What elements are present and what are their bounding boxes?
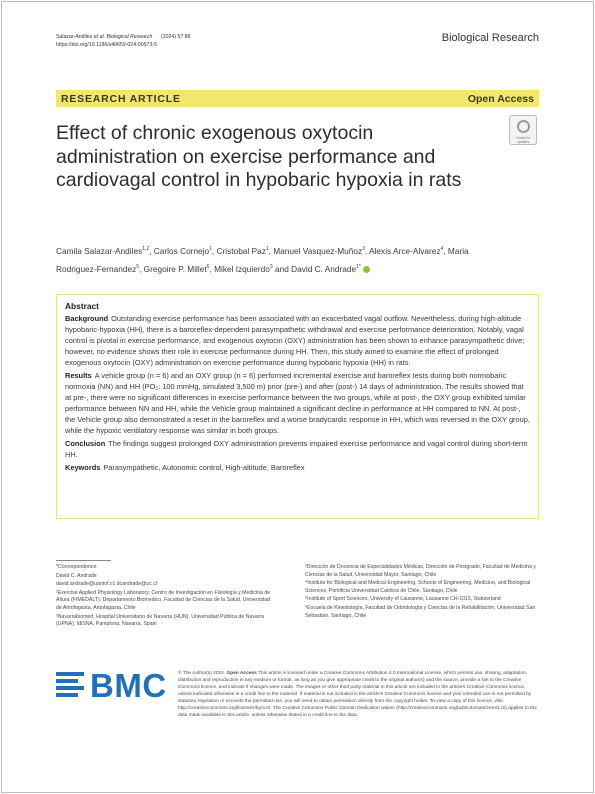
footnote-rule — [56, 560, 111, 561]
abstract-background: Background Outstanding exercise performance has been associated with an exacerbated vagal outflow. Nevertheless, during high-altitude hypobaric-hypoxia (HH), there is a baroreflex-dependent parasympathetic withdrawal and exercise performance deterioration. Notably, vagal control is pivotal in exercise performance, and exogenous oxytocin (OXY) administration has been shown to enhance parasympathetic drive; however, no evidence shows their role in exercise performance during HH. Then, this study aimed to examine the effect of prolonged exogenous oxytocin (OXY) administration on exercise performance during hypobaric hypoxia (HH) in rats. — [65, 314, 525, 367]
article-type-band — [56, 90, 539, 107]
doi-link[interactable]: https://doi.org/10.1186/s40659-024-00573-5 — [56, 41, 157, 48]
affiliation-item: ³Dirección de Docencia de Especialidades Médicas, Dirección de Postgrado, Facultad de Medicina y Ciencias de la Salud, Universidad Mayor, Santiago, Chile — [305, 564, 536, 578]
affiliation-item: ⁶Escuela de Kinesiología, Facultad de Odontología y Ciencias de la Rehabilitación, Universidad San Sebastián, Santiago, Chile — [305, 604, 536, 619]
affiliations-right — [305, 564, 539, 621]
affiliations-left — [56, 564, 274, 630]
affiliation-item: ⁵Institute of Sport Sciences, University of Lausanne, Lausanne CH-1015, Switzerland — [305, 596, 501, 603]
abstract-keywords: Keywords Parasympathetic, Autonomic control, High-altitude, Baroreflex — [65, 463, 305, 472]
affiliation-item: ²Navarrabiomed, Hospital Universitario de Navarra (HUN), Universidad Pública de Navarra (UPNA), IdiSNA, Pamplona, Navarra, Spain — [56, 613, 265, 628]
abstract-conclusion: Conclusion The findings suggest prolonged OXY administration prevents impaired exercise performance and vagal control during short-term HH. — [65, 439, 528, 459]
orcid-icon[interactable] — [363, 266, 370, 273]
article-type-label: RESEARCH ARTICLE — [61, 93, 181, 105]
journal-name: Biological Research — [441, 32, 539, 44]
author-list: Camila Salazar-Andiles$^{1,2}$, Carlos Cornejo$^1$, Cristobal Paz$^1$, Manuel Vasquez-Muñoz$^3$, Alexis Arce-Alvarez$^4$, Maria Rodriguez-Fernandez$^5$, Gregoire P. Millet$^6$, Mikel Izquierdo$^3$ and David C. Andrade$^{1*}$ — [56, 245, 469, 274]
affiliation-item: ¹Exercise Applied Physiology Laboratory, Centro de Investigación en Fisiología y Medicina de Altura (FIMEDALT), Departamento Biomedico, Facultad de Ciencias de la Salud, Universidad de Antofagasta, Antofagasta, Chile — [56, 589, 271, 611]
abstract-box — [56, 294, 539, 519]
correspondence-email[interactable]: david.andrade@uantof.cl; dcandrade@uc.cl — [56, 581, 158, 588]
bmc-logo — [56, 666, 166, 706]
citation-header — [56, 34, 190, 49]
check-for-updates-badge[interactable] — [509, 115, 537, 145]
bmc-logo-text: BMC — [90, 667, 167, 704]
affiliation-item: *Correspondence: — [56, 564, 98, 570]
abstract-heading: Abstract — [65, 301, 99, 311]
check-updates-label: Check for updates — [515, 136, 531, 144]
article-title: Effect of chronic exogenous oxytocin administration on exercise performance and cardiovagal control in hypobaric hypoxia in rats — [56, 122, 462, 191]
open-access-label: Open Access — [467, 93, 534, 105]
citation-line: Salazar-Andiles et al. Biological Research (2024) 57:88 — [56, 34, 191, 40]
license-text: © The Author(s) 2024. Open Access This article is licensed under a Creative Commons Attribution 4.0 International License, which permits use, sharing, adaptation, distribution and reproduction in any medium or format, as long as you give appropriate credit to the original author(s) and the source, provide a link to the Creative Commons licence, and indicate if changes were made. The images or other third party material in this article are included in the article's Creative Commons licence, unless indicated otherwise in a credit line to the material. If material is not included in the article's Creative Commons licence and your intended use is not permitted by statutory regulation or exceeds the permitted use, you will need to obtain permission directly from the copyright holder. To view a copy of this licence, visit http://creativecommons.org/licenses/by/4.0/. The Creative Commons Public Domain Dedication waiver (http://creativecommons.org/publicdomain/zero/1.0/) applies to the data made available in this article, unless otherwise stated in a credit line to the data. — [178, 671, 537, 718]
refresh-icon — [517, 120, 530, 133]
abstract-results: Results A vehicle group (n = 6) and an OXY group (n = 6) performed incremental exercise and baroreflex tests during both normobaric normoxia (NN) and HH (PO₂: 100 mmHg, simulated 3,500 m) prior (pre-) and after (post-) 14 days of administration. The results showed that at pre-, there were no significant differences in exercise performance between the two groups, while at post-, the OXY group exhibited similar performance between NN and HH, while the Vehicle group maintained a significant decline in performance at HH compared to NN. At post-, the Vehicle group also demonstrated a reset in the baroreflex and a worse bradycardic response in HH, which was reversed in the OXY group, while the hypoxic ventilatory response was similar in both groups. — [65, 371, 530, 435]
affiliation-item: David C. Andrade — [56, 572, 97, 579]
affiliation-item: ⁴Institute for Biological and Medical Engineering, Schools of Engineering, Medicine, and Biological Sciences, Pontificia Universidad Católica de Chile, Santiago, Chile — [305, 580, 531, 594]
